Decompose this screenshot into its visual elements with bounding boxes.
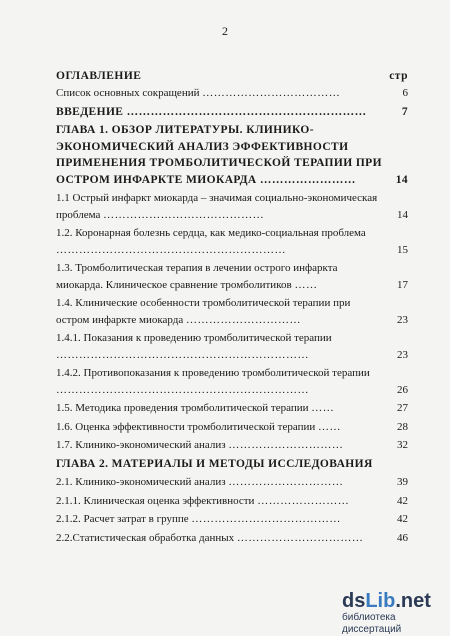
- toc-entry: [56, 122, 408, 188]
- table-of-contents: [56, 68, 408, 548]
- watermark-logo: dsLib.net: [342, 590, 431, 612]
- toc-entry-title: ГЛАВА 1. ОБЗОР ЛИТЕРАТУРЫ. КЛИНИКО-ЭКОНОМИЧЕСКИЙ АНАЛИЗ ЭФФЕКТИВНОСТИ ПРИМЕНЕНИЯ ТРОМБОЛИТИЧЕСКОЙ ТЕРАПИИ ПРИ ОСТРОМ ИНФАРКТЕ МИОКАРДА: [56, 124, 382, 186]
- toc-entry-page: 7: [401, 105, 408, 118]
- toc-entry-title: 1.1 Острый инфаркт миокарда – значимая социально-экономическая проблема: [56, 192, 378, 221]
- toc-entry: [56, 400, 408, 417]
- toc-entry-page: 28: [397, 420, 408, 433]
- toc-entry-page: 46: [397, 531, 408, 544]
- toc-entry-page: 23: [397, 348, 408, 361]
- toc-entry: [56, 104, 408, 121]
- toc-entry: [56, 330, 408, 363]
- toc-entry: [56, 474, 408, 491]
- toc-entry: [56, 225, 408, 258]
- toc-entry-title: Список основных сокращений: [56, 87, 200, 99]
- toc-entry-title: 1.6. Оценка эффективности тромболитической терапии: [56, 420, 316, 433]
- toc-entry-leader: …………………………………………………………: [56, 348, 309, 361]
- toc-entry-title: 1.7. Клинико-экономический анализ: [56, 439, 226, 451]
- toc-entry-title: 2.1.1. Клиническая оценка эффективности: [56, 494, 255, 507]
- toc-entry-title: 1.2. Коронарная болезнь сердца, как медико-социальная проблема: [56, 227, 366, 239]
- toc-entry: [56, 190, 408, 223]
- page-number: 2: [222, 24, 228, 38]
- watermark: [342, 590, 450, 636]
- toc-entry: [56, 437, 408, 454]
- toc-title: ОГЛАВЛЕНИЕ: [56, 70, 142, 82]
- toc-entry-title: 1.4.2. Противопоказания к проведению тромболитической терапии: [56, 367, 370, 379]
- toc-entry: [56, 493, 408, 510]
- toc-entry: [56, 511, 408, 528]
- toc-entry-title: 2.2.Статистическая обработка данных: [56, 531, 235, 544]
- toc-heading: [56, 68, 408, 85]
- toc-entry: [56, 365, 408, 398]
- toc-entry-leader: …………………………: [186, 313, 302, 326]
- toc-entry-page: 32: [397, 439, 408, 451]
- toc-entry-page: 14: [395, 173, 408, 186]
- toc-entry-title: 1.3. Тромболитическая терапия в лечении острого инфаркта миокарда. Клиническое сравнение тромболитиков: [56, 262, 338, 291]
- toc-entry-leader: ……………………………………………………: [56, 243, 286, 256]
- toc-entry-title: ГЛАВА 2. МАТЕРИАЛЫ И МЕТОДЫ ИССЛЕДОВАНИЯ: [56, 457, 373, 470]
- toc-entry-page: 39: [397, 476, 408, 488]
- toc-entry-page: 42: [397, 494, 408, 507]
- watermark-subtitle: библиотека диссертаций: [342, 612, 402, 635]
- toc-entry-leader: ……: [294, 278, 318, 291]
- toc-entry-page: 23: [397, 313, 408, 326]
- toc-entry-title: 2.1.2. Расчет затрат в группе: [56, 513, 189, 525]
- toc-entry-leader: ……………………………………: [103, 208, 265, 221]
- toc-entry-leader: ……: [311, 402, 335, 414]
- toc-entry-leader: ……………………: [259, 173, 356, 186]
- toc-entry: [56, 85, 408, 102]
- toc-entries: [56, 85, 408, 548]
- toc-entry-title: 1.5. Методика проведения тромболитической терапии: [56, 402, 309, 414]
- toc-entry-page: 42: [397, 513, 408, 525]
- toc-entry-leader: ……: [318, 420, 342, 433]
- toc-entry-page: 6: [402, 87, 408, 99]
- toc-entry-page: 15: [397, 243, 408, 256]
- toc-entry-leader: ……………………………: [236, 531, 364, 544]
- toc-entry: [56, 530, 408, 547]
- toc-entry-leader: ……………………………………………………: [126, 105, 367, 118]
- toc-entry-page: 26: [397, 383, 408, 396]
- toc-entry-page: 14: [397, 208, 408, 221]
- toc-entry: [56, 456, 408, 473]
- toc-entry: [56, 295, 408, 328]
- toc-entry-title: 2.1. Клинико-экономический анализ: [56, 476, 226, 488]
- toc-entry-leader: ………………………………: [202, 87, 341, 99]
- toc-page-column-label: стр: [389, 70, 408, 82]
- toc-entry: [56, 419, 408, 436]
- toc-entry-title: 1.4. Клинические особенности тромболитической терапии при остром инфаркте миокарда: [56, 297, 351, 326]
- toc-entry: [56, 260, 408, 293]
- toc-entry-page: 27: [397, 402, 408, 414]
- toc-entry-leader: …………………………………: [191, 513, 341, 525]
- toc-entry-title: ВВЕДЕНИЕ: [56, 105, 124, 118]
- toc-entry-page: 17: [397, 278, 408, 291]
- toc-entry-title: 1.4.1. Показания к проведению тромболитической терапии: [56, 332, 332, 344]
- toc-entry-leader: …………………………………………………………: [56, 383, 309, 396]
- toc-entry-leader: ……………………: [257, 494, 350, 507]
- toc-entry-leader: …………………………: [228, 439, 344, 451]
- toc-entry-leader: …………………………: [228, 476, 344, 488]
